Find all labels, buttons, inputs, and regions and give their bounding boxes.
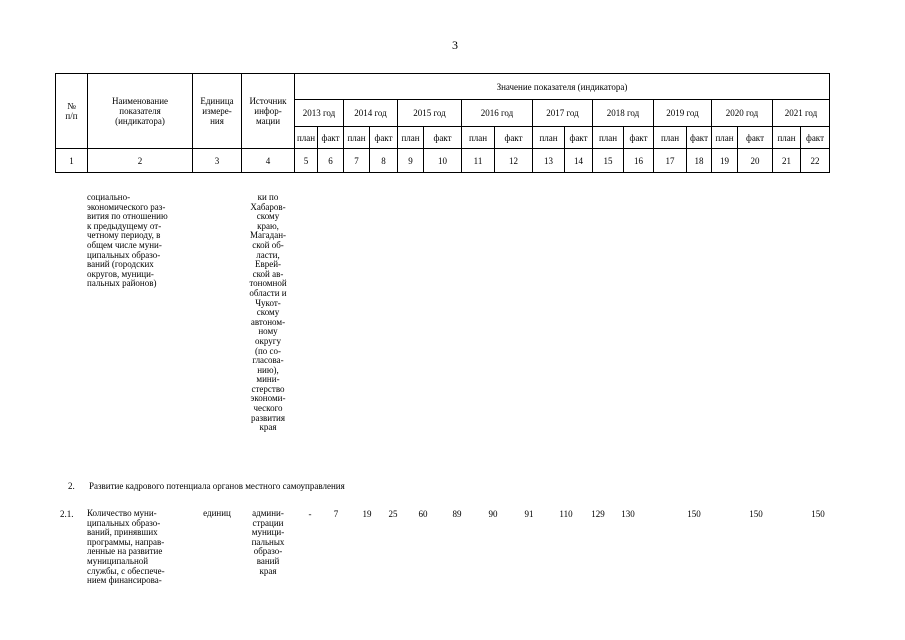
header-year: 2016 год — [462, 100, 533, 127]
value-2014-plan: 19 — [362, 509, 372, 519]
header-fact: факт — [318, 127, 344, 149]
header-year: 2017 год — [533, 100, 593, 127]
header-fact: факт — [565, 127, 593, 149]
indicator-table-header — [55, 73, 830, 173]
header-fact: факт — [624, 127, 654, 149]
header-plan: план — [344, 127, 370, 149]
header-plan: план — [398, 127, 424, 149]
column-number: 17 — [654, 149, 687, 173]
row-source: админи- страции муници- пальных образо- ваний края — [251, 508, 285, 576]
column-number: 20 — [738, 149, 773, 173]
row-unit: единиц — [203, 508, 231, 518]
column-number: 12 — [495, 149, 533, 173]
column-number: 14 — [565, 149, 593, 173]
value-2014-fact: 25 — [388, 509, 398, 519]
header-plan: план — [712, 127, 738, 149]
header-year: 2019 год — [654, 100, 712, 127]
header-fact: факт — [424, 127, 462, 149]
header-indicator-name: Наименование показателя (индикатора) — [88, 74, 193, 149]
row-indicator-name: Количество муни- ципальных образо- ваний, принявших программы, направ- ленные на развитие муниципальной службы, с обеспече- нием финансирова- — [87, 508, 165, 586]
column-number: 8 — [370, 149, 398, 173]
header-unit: Единица измере- ния — [193, 74, 242, 149]
column-number: 3 — [193, 149, 242, 173]
column-number: 11 — [462, 149, 495, 173]
header-source: Источник инфор- мации — [242, 74, 295, 149]
value-2015-fact: 89 — [452, 509, 462, 519]
column-number: 16 — [624, 149, 654, 173]
header-year: 2018 год — [593, 100, 654, 127]
column-number: 22 — [801, 149, 830, 173]
column-number: 7 — [344, 149, 370, 173]
column-number: 4 — [242, 149, 295, 173]
value-2016-plan: 90 — [488, 509, 498, 519]
header-year: 2014 год — [344, 100, 398, 127]
header-fact: факт — [738, 127, 773, 149]
header-year: 2021 год — [773, 100, 830, 127]
header-year: 2013 год — [295, 100, 344, 127]
value-2017-plan: 110 — [559, 509, 573, 519]
column-number: 15 — [593, 149, 624, 173]
value-2013-plan: - — [308, 509, 312, 519]
value-2018-plan: 130 — [621, 509, 635, 519]
row-number: 2.1. — [60, 509, 74, 519]
value-2013-fact: 7 — [333, 509, 339, 519]
value-2016-fact: 91 — [524, 509, 534, 519]
column-number: 9 — [398, 149, 424, 173]
header-plan: план — [654, 127, 687, 149]
header-fact: факт — [801, 127, 830, 149]
header-number: № п/п — [56, 74, 88, 149]
header-year: 2020 год — [712, 100, 773, 127]
header-fact: факт — [495, 127, 533, 149]
column-number: 21 — [773, 149, 801, 173]
value-2021-plan: 150 — [811, 509, 825, 519]
value-2020-plan: 150 — [749, 509, 763, 519]
column-number: 10 — [424, 149, 462, 173]
header-plan: план — [295, 127, 318, 149]
header-plan: план — [773, 127, 801, 149]
page-number: 3 — [452, 38, 458, 52]
column-number: 2 — [88, 149, 193, 173]
column-number: 5 — [295, 149, 318, 173]
column-number: 19 — [712, 149, 738, 173]
continued-indicator-name: социально- экономического раз- вития по отношению к предыдущему от- четному периоду, в общем числе муни- ципальных образо- ваний (городских округов, муници- пальных районов) — [87, 192, 168, 289]
column-number: 6 — [318, 149, 344, 173]
value-2017-fact: 129 — [591, 509, 605, 519]
value-2015-plan: 60 — [418, 509, 428, 519]
column-number: 13 — [533, 149, 565, 173]
header-plan: план — [462, 127, 495, 149]
section-title: Развитие кадрового потенциала органов местного самоуправления — [89, 481, 345, 491]
column-number: 18 — [687, 149, 712, 173]
header-indicator-value: Значение показателя (индикатора) — [295, 74, 830, 100]
header-fact: факт — [687, 127, 712, 149]
header-year: 2015 год — [398, 100, 462, 127]
header-plan: план — [593, 127, 624, 149]
header-fact: факт — [370, 127, 398, 149]
value-2019-plan: 150 — [687, 509, 701, 519]
section-number: 2. — [68, 481, 75, 491]
continued-source-text: ки по Хабаров- скому краю, Магадан- ской об- ласти, Еврей- ской ав- тономной области и Чукот- скому автоном- ному округу (по со- гласова- нию), мини- стерство экономи- ческого развития края — [249, 192, 287, 433]
column-number: 1 — [56, 149, 88, 173]
header-plan: план — [533, 127, 565, 149]
